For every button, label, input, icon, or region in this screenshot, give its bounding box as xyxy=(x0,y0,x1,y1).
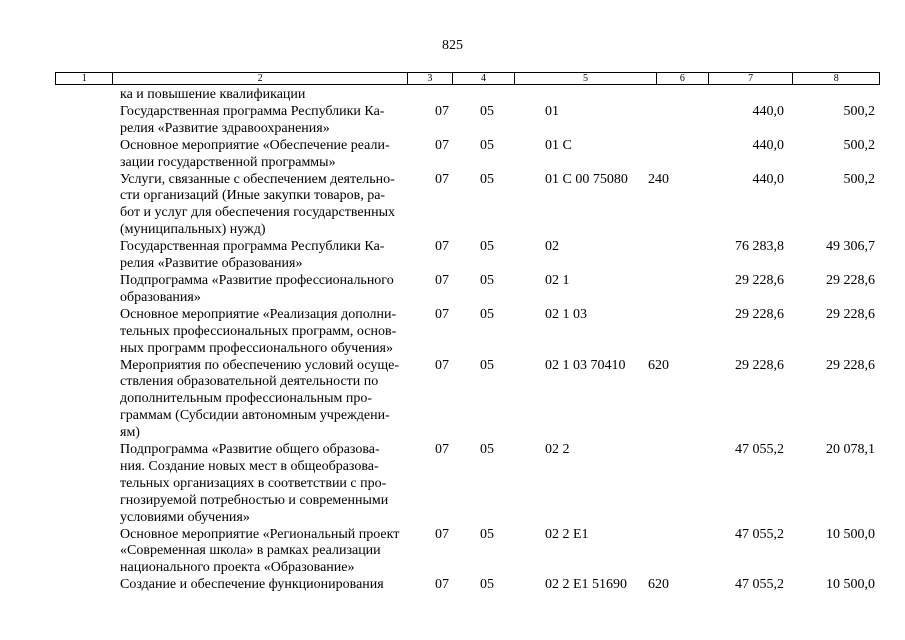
row-expense-type: 620 xyxy=(648,357,669,373)
table-row xyxy=(0,172,905,240)
table-row xyxy=(0,358,905,443)
row-name: Основное мероприятие «Обеспечение реали- зации государственной программы» xyxy=(120,137,390,170)
column-header-6: 6 xyxy=(657,73,709,84)
row-subsection: 05 xyxy=(480,103,494,119)
row-name: Государственная программа Республики Ка- релия «Развитие образования» xyxy=(120,239,385,272)
row-target-article: 01 xyxy=(545,103,559,119)
row-section: 07 xyxy=(435,137,449,153)
row-subsection: 05 xyxy=(480,357,494,373)
row-amount-col7: 47 055,2 xyxy=(735,526,784,542)
row-name: Мероприятия по обеспечению условий осуще- ствления образовательной деятельности по дополнительным профессиональным про- граммам (Субсидии автономным учреждени- ям) xyxy=(120,357,400,441)
row-amount-col8: 500,2 xyxy=(843,103,875,119)
row-amount-col8: 29 228,6 xyxy=(826,272,875,288)
table-row xyxy=(0,104,905,138)
table-row xyxy=(0,577,905,594)
row-target-article: 02 2 xyxy=(545,442,570,458)
row-section: 07 xyxy=(435,357,449,373)
row-amount-col7: 29 228,6 xyxy=(735,306,784,322)
row-subsection: 05 xyxy=(480,442,494,458)
row-subsection: 05 xyxy=(480,272,494,288)
row-subsection: 05 xyxy=(480,306,494,322)
row-amount-col7: 29 228,6 xyxy=(735,357,784,373)
row-name: Основное мероприятие «Региональный проект «Современная школа» в рамках реализации национального проекта «Образование» xyxy=(120,526,400,576)
row-subsection: 05 xyxy=(480,526,494,542)
column-header-1: 1 xyxy=(56,73,113,84)
row-amount-col7: 440,0 xyxy=(752,171,784,187)
row-expense-type: 240 xyxy=(648,171,669,187)
table-row xyxy=(0,87,905,104)
column-header-5: 5 xyxy=(515,73,657,84)
row-section: 07 xyxy=(435,577,449,593)
row-amount-col8: 10 500,0 xyxy=(826,526,875,542)
row-target-article: 01 С xyxy=(545,137,572,153)
row-amount-col8: 10 500,0 xyxy=(826,577,875,593)
row-target-article: 02 1 03 70410 xyxy=(545,357,626,373)
row-subsection: 05 xyxy=(480,171,494,187)
column-header-8: 8 xyxy=(833,73,839,84)
row-section: 07 xyxy=(435,272,449,288)
row-amount-col7: 29 228,6 xyxy=(735,272,784,288)
row-name: Услуги, связанные с обеспечением деятельно- сти организаций (Иные закупки товаров, ра- бот и услуг для обеспечения государственных (муниципальных) нужд) xyxy=(120,171,395,238)
table-row xyxy=(0,239,905,273)
row-amount-col8: 500,2 xyxy=(843,171,875,187)
row-target-article: 02 2 E1 51690 xyxy=(545,577,628,593)
row-section: 07 xyxy=(435,171,449,187)
row-section: 07 xyxy=(435,306,449,322)
row-amount-col7: 47 055,2 xyxy=(735,442,784,458)
column-header-4: 4 xyxy=(453,73,515,84)
row-subsection: 05 xyxy=(480,239,494,255)
row-amount-col8: 49 306,7 xyxy=(826,239,875,255)
row-name: Подпрограмма «Развитие профессионального образования» xyxy=(120,272,394,305)
row-section: 07 xyxy=(435,526,449,542)
column-header-2: 2 xyxy=(113,73,407,84)
page-number: 825 xyxy=(442,38,463,53)
row-amount-col8: 500,2 xyxy=(843,137,875,153)
row-target-article: 02 xyxy=(545,239,559,255)
row-amount-col7: 47 055,2 xyxy=(735,577,784,593)
column-header-7: 7 xyxy=(709,73,794,84)
row-subsection: 05 xyxy=(480,137,494,153)
row-name: Основное мероприятие «Реализация дополни- тельных профессиональных программ, основ- ных программ профессионального обучения» xyxy=(120,306,397,356)
row-section: 07 xyxy=(435,442,449,458)
row-name: Государственная программа Республики Ка- релия «Развитие здравоохранения» xyxy=(120,103,385,136)
row-target-article: 02 1 xyxy=(545,272,570,288)
row-target-article: 01 С 00 75080 xyxy=(545,171,628,187)
table-row xyxy=(0,307,905,358)
row-name: ка и повышение квалификации xyxy=(120,87,306,102)
row-section: 07 xyxy=(435,239,449,255)
table-row xyxy=(0,442,905,527)
row-name: Подпрограмма «Развитие общего образова- ния. Создание новых мест в общеобразова- тельных организациях в соответствии с про- гнозируемой потребностью и современными условиями обучения» xyxy=(120,442,389,525)
row-amount-col7: 440,0 xyxy=(752,137,784,153)
row-subsection: 05 xyxy=(480,577,494,593)
row-amount-col7: 440,0 xyxy=(752,103,784,119)
row-target-article: 02 2 E1 xyxy=(545,526,589,542)
column-number-header xyxy=(55,72,880,85)
row-expense-type: 620 xyxy=(648,577,669,593)
row-name: Создание и обеспечение функционирования xyxy=(120,577,384,593)
row-amount-col7: 76 283,8 xyxy=(735,239,784,255)
row-section: 07 xyxy=(435,103,449,119)
row-amount-col8: 29 228,6 xyxy=(826,306,875,322)
table-row xyxy=(0,527,905,578)
column-header-3: 3 xyxy=(408,73,453,84)
budget-table-body xyxy=(0,87,905,594)
table-row xyxy=(0,138,905,172)
table-row xyxy=(0,273,905,307)
row-amount-col8: 20 078,1 xyxy=(826,442,875,458)
row-amount-col8: 29 228,6 xyxy=(826,357,875,373)
row-target-article: 02 1 03 xyxy=(545,306,587,322)
